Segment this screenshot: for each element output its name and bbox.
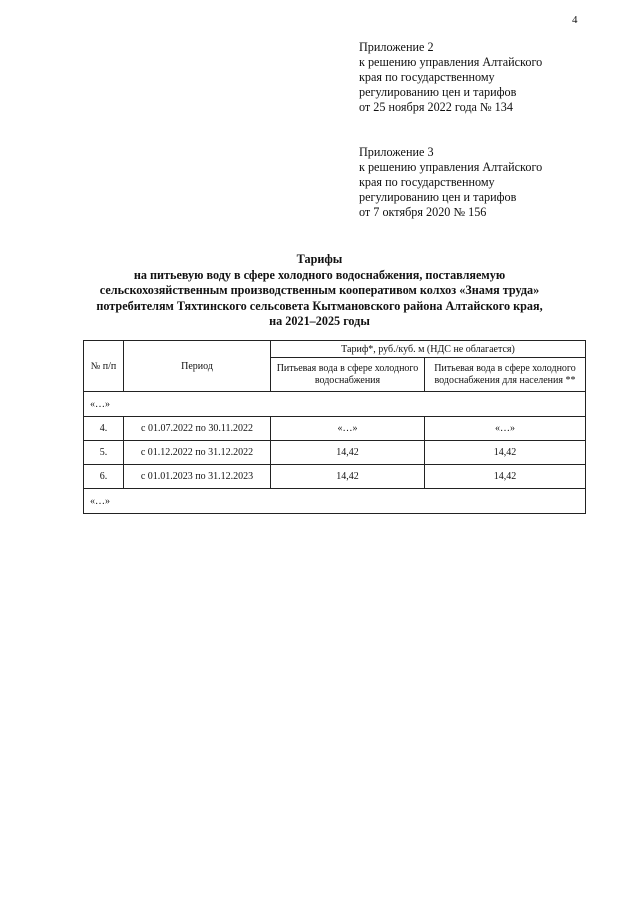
ellipsis-cell: «…» xyxy=(84,392,586,417)
cell-period: с 01.07.2022 по 30.11.2022 xyxy=(124,417,271,441)
table-row xyxy=(84,465,586,489)
cell-water-population: 14,42 xyxy=(425,465,586,489)
header-period: Период xyxy=(124,341,271,392)
title-line: потребителям Тяхтинского сельсовета Кытмановского района Алтайского края, xyxy=(96,298,543,313)
annex-2-line: Приложение 2 xyxy=(359,40,434,54)
title-line: на 2021–2025 годы xyxy=(269,314,370,328)
cell-period: с 01.01.2023 по 31.12.2023 xyxy=(124,465,271,489)
table-header-row xyxy=(84,341,586,358)
annex-3-header xyxy=(359,145,599,220)
table-row xyxy=(84,417,586,441)
title-line: Тарифы xyxy=(296,252,343,266)
annex-2-line: регулированию цен и тарифов xyxy=(359,85,517,99)
title-line: на питьевую воду в сфере холодного водоснабжения, поставляемую xyxy=(133,267,506,282)
cell-period: с 01.12.2022 по 31.12.2022 xyxy=(124,441,271,465)
cell-water-population: «…» xyxy=(425,417,586,441)
title-line: сельскохозяйственным производственным кооперативом колхоз «Знамя труда» xyxy=(99,283,540,297)
cell-num: 5. xyxy=(84,441,124,465)
annex-3-line: от 7 октября 2020 № 156 xyxy=(359,205,487,219)
annex-2-line: края по государственному xyxy=(359,70,495,84)
document-title xyxy=(60,252,579,330)
tariff-table xyxy=(83,340,586,514)
page-number: 4 xyxy=(572,14,578,26)
table-row-ellipsis-top xyxy=(84,392,586,417)
annex-2-header xyxy=(359,40,599,115)
cell-water: 14,42 xyxy=(271,465,425,489)
annex-3-line: регулированию цен и тарифов xyxy=(359,190,517,204)
annex-2-line: к решению управления Алтайского xyxy=(359,55,543,69)
cell-num: 6. xyxy=(84,465,124,489)
header-water: Питьевая вода в сфере холодного водоснабжения xyxy=(271,358,425,392)
cell-num: 4. xyxy=(84,417,124,441)
header-water-population: Питьевая вода в сфере холодного водоснабжения для населения ** xyxy=(425,358,586,392)
cell-water: «…» xyxy=(271,417,425,441)
annex-3-line: края по государственному xyxy=(359,175,495,189)
header-num: № п/п xyxy=(84,341,124,392)
cell-water-population: 14,42 xyxy=(425,441,586,465)
table-row-ellipsis-bottom xyxy=(84,489,586,514)
ellipsis-cell: «…» xyxy=(84,489,586,514)
annex-3-line: к решению управления Алтайского xyxy=(359,160,543,174)
table-row xyxy=(84,441,586,465)
cell-water: 14,42 xyxy=(271,441,425,465)
annex-3-line: Приложение 3 xyxy=(359,145,434,159)
annex-2-line: от 25 ноября 2022 года № 134 xyxy=(359,100,513,114)
header-tariff-group: Тариф*, руб./куб. м (НДС не облагается) xyxy=(271,341,586,358)
